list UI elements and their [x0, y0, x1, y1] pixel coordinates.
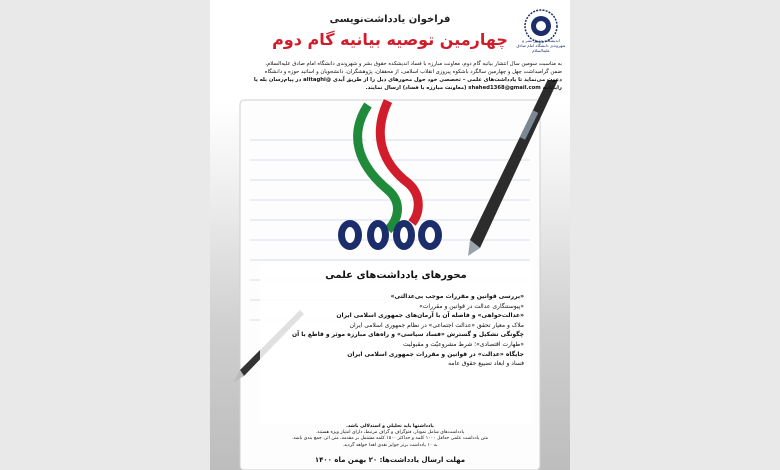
- axis-item: چگونگی تشکیل و گسترش «فساد سیاسی» و راه‌های مبارزه موثر و قاطع با آن: [291, 331, 524, 339]
- call-kicker: فراخوان یادداشت‌نویسی: [329, 14, 451, 25]
- footer-note: به ۱۰ یادداشت برتر جوایز نقدی اهدا خواهد گردید.: [342, 442, 438, 448]
- footer-notes: [250, 424, 530, 449]
- logo-caption: اندیشکده حقوق بشر و شهروندی دانشگاه امام صادق علیه‌السلام: [516, 38, 566, 53]
- footer-note: یادداشتها باید تحلیلی و استدلالی باشد.: [346, 424, 434, 429]
- axes-panel: [260, 262, 532, 424]
- intro-paragraph: [220, 60, 562, 92]
- deadline-text: مهلت ارسال یادداشت‌ها: ۲۰ بهمن ماه ۱۴۰۰: [314, 456, 466, 464]
- intro-line: ضمن گرامیداشت چهل و چهارمین سالگرد باشکوه پیروزی انقلاب اسلامی، از محققان، پژوهشگران، دانشجویان و اساتید حوزه و دانشگاه: [264, 69, 562, 75]
- page-title: چهارمین توصیه بیانیه گام دوم: [272, 30, 508, 49]
- axes-list: [268, 292, 524, 369]
- axis-item: جایگاه «عدالت» در قوانین و مقررات جمهوری اسلامی ایران: [347, 350, 524, 358]
- axis-item: «پیوستنگاری عدالت در قوانین و مقررات»: [419, 302, 524, 310]
- axes-title: محورهای یادداشت‌های علمی: [325, 270, 467, 281]
- poster: [210, 0, 570, 470]
- axis-item: فساد و ابعاد تضییع حقوق عامه: [448, 360, 524, 368]
- axis-item: «عدالت‌خواهی» و فاصله آن با آرمان‌های جمهوری اسلامی ایران: [336, 312, 524, 320]
- flag-1400-emblem: [328, 95, 448, 265]
- intro-line: به مناسبت سومین سال انتشار بیانیه گام دوم، معاونت مبارزه با فساد اندیشکده حقوق بشر و شهروندی دانشگاه امام صادق علیه‌السلام،: [265, 61, 562, 67]
- footer-note: یادداشت‌های شامل نمودار، فتوگراف و گراف مرتبط، دارای امتیاز ویژه هستند.: [315, 430, 465, 436]
- footer-note: متن یادداشت علمی حداقل ۱۰۰۰ کلمه و حداکثر ۱۵۰۰ کلمه مشتمل بر مقدمه، متن اثر، جمع بندی باشد.: [291, 436, 489, 442]
- intro-line: رایانامه shahed1368@gmail.com (معاونت مبارزه با فساد) ارسال نمایند.: [365, 85, 562, 91]
- intro-line: دعوت می‌نماید تا یادداشت‌های علمی – تخصصی خود حول محورهای ذیل را از طریق آیدی @alitaghi در پیام‌رسان بله یا: [253, 77, 562, 83]
- axis-item: ملاک و معیار تحقق «عدالت اجتماعی» در نظام جمهوری اسلامی ایران: [349, 321, 524, 329]
- axis-item: «بررسی قوانین و مقررات موجب بی‌عدالتی»: [390, 293, 524, 300]
- axis-item: «طهارت اقتصادی»؛ شرط مشروعیّت و مقبولیت: [403, 340, 524, 348]
